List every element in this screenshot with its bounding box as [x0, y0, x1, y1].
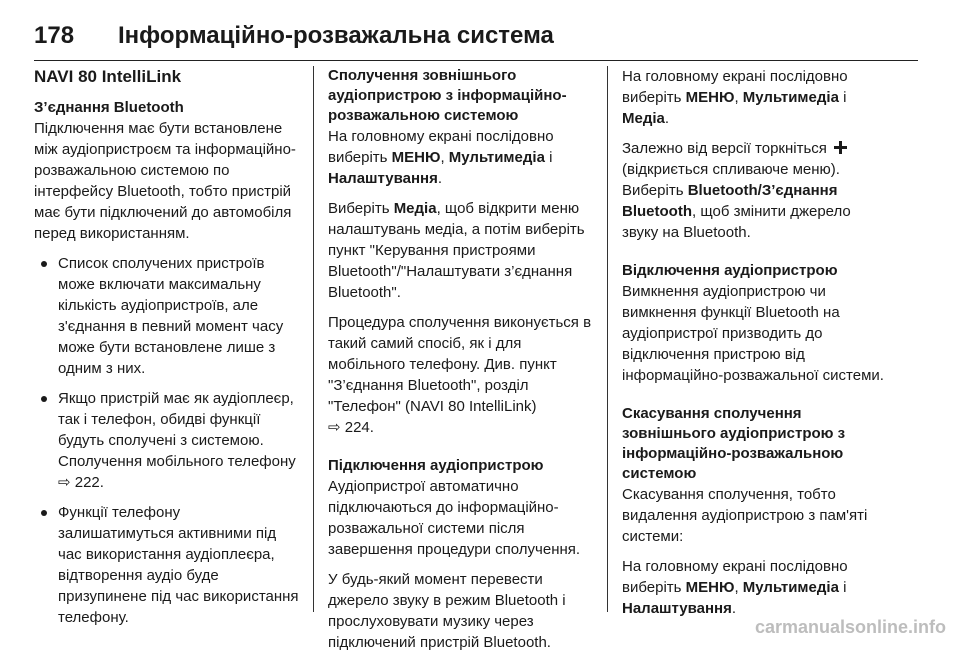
disconnect-heading: Відключення аудіопристрою	[622, 262, 838, 279]
menu-keyword: МЕНЮ	[685, 579, 735, 596]
pairing-step-1: На головному екрані послідовно виберіть МЕНЮ, Мультимедіа і Налаштування.	[328, 128, 554, 187]
unpair-paragraph-1: Скасування сполучення, тобто видалення аудіопристрою з пам'яті системи:	[622, 486, 868, 545]
column-2	[328, 66, 594, 662]
plus-icon	[834, 141, 847, 154]
bluetooth-connection-paragraph: Підключення має бути встановлене між аудіопристроєм та інформаційно-розважальною системою по інтерфейсу Bluetooth, тобто пристрій має бути підключений до автомобіля перед використанням.	[34, 120, 296, 242]
header-divider	[34, 60, 918, 61]
menu-keyword: МЕНЮ	[391, 149, 441, 166]
list-item	[34, 502, 300, 628]
disconnect-paragraph: Вимкнення аудіопристрою чи вимкнення функції Bluetooth на аудіопристрої призводить до відключення пристрою від інформаційно-розважальної системи.	[622, 283, 884, 384]
column-divider-1	[313, 66, 314, 612]
page-ref-arrow-icon: ⇨	[58, 474, 71, 491]
page-ref-link[interactable]: 222.	[74, 474, 104, 491]
watermark: carmanualsonline.info	[754, 617, 946, 637]
bluetooth-connection-keyword: З’єднання Bluetooth	[622, 182, 838, 220]
connect-paragraph-2: У будь-який момент перевести джерело звуку в режим Bluetooth і прослуховувати музику через підключений пристрій Bluetooth.	[328, 571, 566, 651]
bullet-text: Функції телефону залишатимуться активними під час використання аудіоплеєра, відтворення аудіо буде призупинене під час використання телефону.	[58, 504, 299, 626]
pairing-step-2: Виберіть Медіа, щоб відкрити меню налаштувань медіа, а потім виберіть пункт "Керування пристроями Bluetooth"/"Налаштувати з’єднання Bluetooth".	[328, 200, 585, 301]
list-item	[34, 388, 300, 493]
menu-keyword: МЕНЮ	[685, 89, 735, 106]
pairing-step-3: Процедура сполучення виконується в такий самий спосіб, як і для мобільного телефону. Див. пункт "З’єднання Bluetooth", розділ "Телефон" (NAVI 80 IntelliLink) ⇨ 224.	[328, 314, 592, 436]
settings-keyword: Налаштування	[328, 170, 438, 187]
section-title: NAVI 80 IntelliLink	[34, 67, 182, 86]
unpair-paragraph-2: На головному екрані послідовно виберіть МЕНЮ, Мультимедіа і Налаштування.	[622, 558, 848, 617]
source-switch-paragraph: Залежно від версії торкніться (відкриється спливаюче меню). Виберіть Bluetooth/З’єднання Bluetooth, щоб змінити джерело звуку на Bluetooth.	[622, 140, 851, 241]
bullet-text: Список сполучених пристроїв може включати максимальну кількість аудіопристроїв, але з'єднання в певний момент часу може бути встановлене лише з одним з них.	[58, 255, 284, 377]
bullet-text: Якщо пристрій має як аудіоплеєр, так і телефон, обидві функції будуть сполучені з системою. Сполучення мобільного телефону	[58, 390, 296, 470]
chapter-title: Інформаційно-розважальна система	[118, 22, 554, 49]
connect-heading: Підключення аудіопристрою	[328, 457, 544, 474]
page-ref-link[interactable]: 224.	[344, 419, 374, 436]
bluetooth-keyword: Bluetooth	[687, 182, 758, 199]
column-divider-2	[607, 66, 608, 612]
pairing-heading: Сполучення зовнішнього аудіопристрою з інформаційно-розважальною системою	[328, 67, 567, 124]
settings-keyword: Налаштування	[622, 600, 732, 617]
media-keyword: Медіа	[393, 200, 437, 217]
connect-paragraph-1: Аудіопристрої автоматично підключаються до інформаційно-розважальної системи після завершення процедури сполучення.	[328, 478, 581, 558]
column-3	[622, 66, 888, 628]
page-ref-arrow-icon: ⇨	[328, 419, 341, 436]
multimedia-keyword: Мультимедіа	[742, 579, 839, 596]
column-1	[34, 66, 300, 637]
page-header	[34, 18, 918, 58]
select-media-paragraph: На головному екрані послідовно виберіть МЕНЮ, Мультимедіа і Медіа.	[622, 68, 848, 127]
page-number: 178	[34, 22, 75, 49]
media-keyword: Медіа	[622, 110, 665, 127]
multimedia-keyword: Мультимедіа	[742, 89, 839, 106]
list-item	[34, 253, 300, 379]
unpair-heading: Скасування сполучення зовнішнього аудіопристрою з інформаційно-розважальною системою	[622, 405, 846, 482]
bullet-icon	[41, 510, 47, 516]
bluetooth-connection-heading: З’єднання Bluetooth	[34, 99, 184, 116]
bullet-list	[34, 253, 300, 628]
bullet-icon	[41, 261, 47, 267]
bullet-icon	[41, 396, 47, 402]
multimedia-keyword: Мультимедіа	[448, 149, 545, 166]
